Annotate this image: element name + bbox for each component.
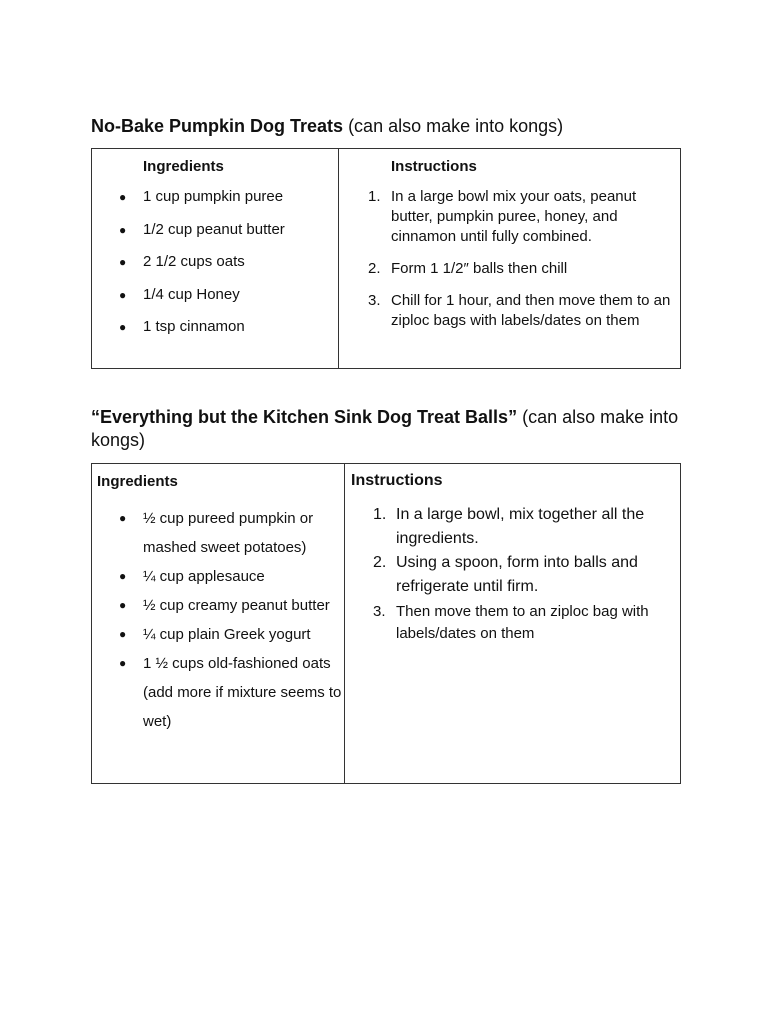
instruction-text: In a large bowl, mix together all the ingredients. (396, 506, 645, 547)
list-item (119, 285, 338, 305)
list-item (119, 649, 344, 736)
step-number: 3. (368, 292, 381, 309)
bullet-icon: ● (119, 656, 127, 670)
bullet-icon: ● (119, 598, 127, 612)
bullet-icon: ● (119, 287, 127, 302)
instruction-text: Form 1 1/2″ balls then chill (391, 260, 568, 277)
bullet-icon: ● (119, 190, 127, 204)
recipe1-ingredients-list (119, 187, 338, 337)
list-item (373, 601, 680, 645)
recipe1-title-bold: No-Bake Pumpkin Dog Treats (91, 116, 344, 136)
bullet-icon: ● (119, 569, 127, 583)
bullet-icon: ● (119, 511, 127, 525)
recipe2-ingredients-cell (92, 464, 345, 784)
list-item (368, 187, 680, 247)
recipe1-ingredients-header: Ingredients (143, 158, 224, 175)
instruction-text: Then move them to an ziploc bag with labels/dates on them (396, 603, 649, 642)
list-item (119, 317, 338, 337)
recipe1-title-note: (can also make into kongs) (343, 116, 564, 136)
recipe2-title-note: (can also make into kongs) (91, 407, 679, 450)
ingredient-text: 1 tsp cinnamon (143, 318, 245, 335)
recipe2-ingredients-list (119, 504, 344, 736)
step-number: 1. (368, 188, 381, 205)
recipe2-table (91, 463, 681, 784)
step-number: 2. (368, 260, 381, 277)
recipe2-title (91, 406, 691, 452)
ingredient-text: ½ cup pureed pumpkin or mashed sweet potatoes) (143, 510, 314, 556)
ingredient-text: ½ cup creamy peanut butter (143, 597, 330, 614)
list-item (119, 252, 338, 272)
bullet-icon: ● (119, 222, 127, 237)
recipe2-instructions-cell (345, 464, 681, 784)
list-item (368, 291, 680, 331)
list-item (368, 259, 680, 279)
ingredient-text: 1 ½ cups old-fashioned oats (add more if mixture seems to wet) (143, 655, 342, 730)
list-item (373, 551, 680, 599)
bullet-icon: ● (119, 255, 127, 269)
recipe2-instructions-header: Instructions (351, 472, 443, 489)
recipe1-table (91, 148, 681, 369)
instruction-text: Using a spoon, form into balls and refrigerate until firm. (396, 554, 638, 595)
step-number: 1. (373, 506, 387, 523)
instruction-text: In a large bowl mix your oats, peanut butter, pumpkin puree, honey, and cinnamon until fully combined. (391, 188, 637, 245)
list-item (119, 620, 344, 649)
ingredient-text: 1 cup pumpkin puree (143, 188, 284, 205)
step-number: 2. (373, 554, 387, 571)
instruction-text: Chill for 1 hour, and then move them to an ziploc bags with labels/dates on them (391, 292, 671, 329)
recipe1-instructions-cell (339, 149, 681, 369)
recipe1-instructions-header: Instructions (391, 158, 477, 175)
list-item (119, 562, 344, 591)
list-item (373, 503, 680, 551)
recipe2-ingredients-header: Ingredients (97, 473, 178, 490)
step-number: 3. (373, 603, 386, 620)
recipe1-ingredients-cell (92, 149, 339, 369)
recipe2-title-bold: “Everything but the Kitchen Sink Dog Treat Balls” (91, 407, 518, 427)
recipe1-instructions-list (368, 187, 680, 331)
list-item (119, 187, 338, 207)
ingredient-text: 1/4 cup Honey (143, 285, 240, 303)
bullet-icon: ● (119, 320, 127, 334)
recipe2-instructions-list (373, 503, 680, 645)
ingredient-text: ¼ cup applesauce (143, 568, 265, 585)
ingredient-text: 2 1/2 cups oats (143, 253, 245, 270)
ingredient-text: ¼ cup plain Greek yogurt (143, 626, 311, 643)
list-item (119, 504, 344, 562)
bullet-icon: ● (119, 627, 127, 641)
list-item (119, 591, 344, 620)
list-item (119, 220, 338, 240)
ingredient-text: 1/2 cup peanut butter (143, 220, 285, 238)
recipe1-title (91, 115, 563, 138)
